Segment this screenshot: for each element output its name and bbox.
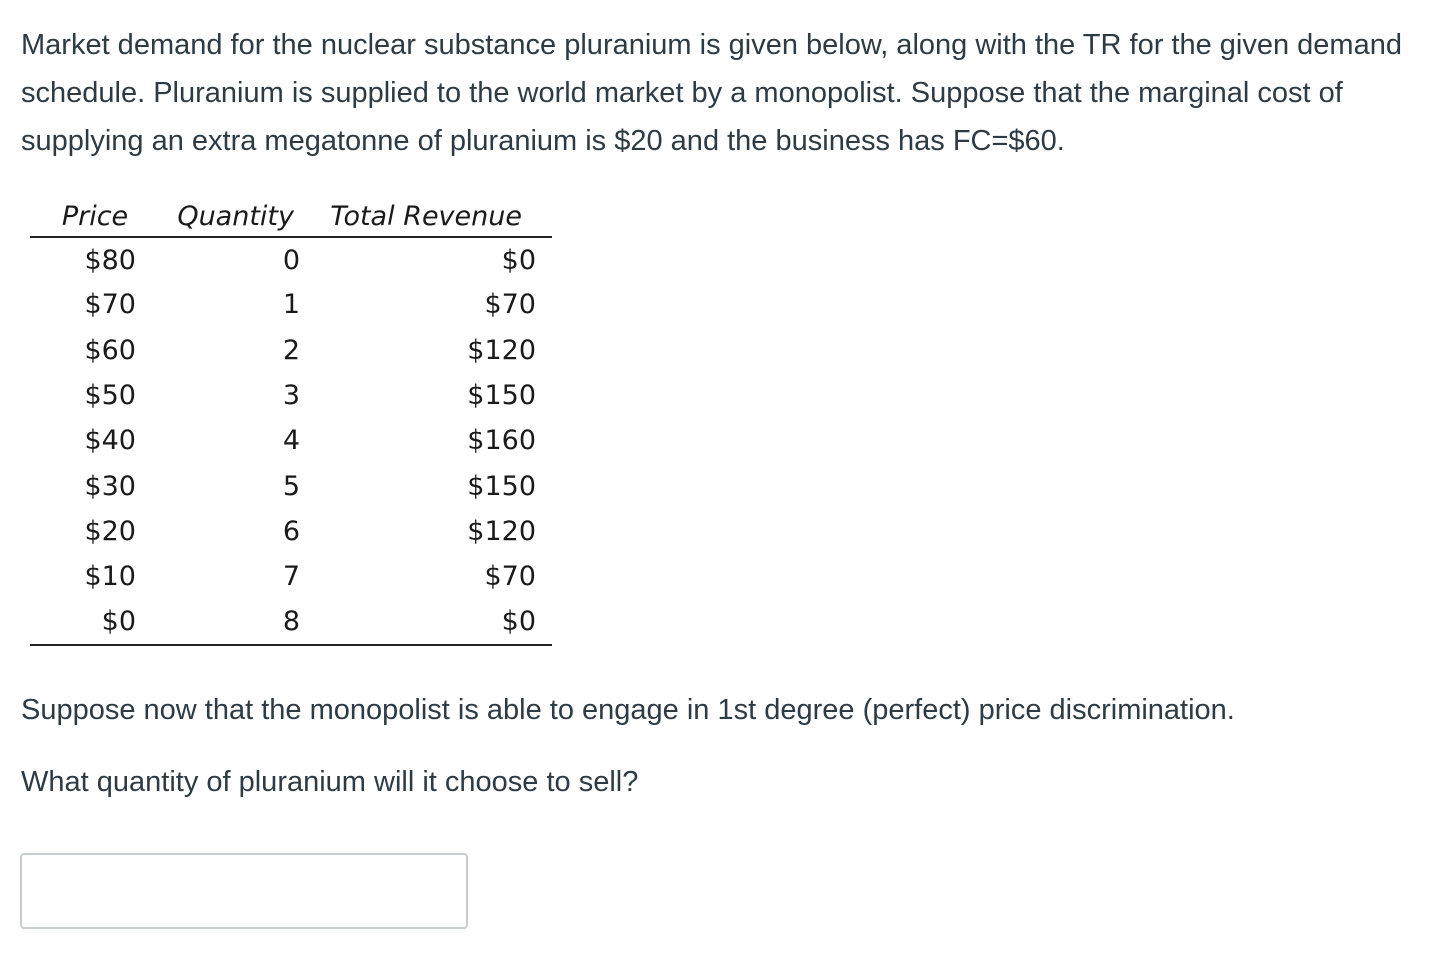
total-revenue-cell: $150 [467,470,536,502]
price-cell: $80 [84,244,136,276]
table-header-row [30,196,552,237]
table-row [30,599,552,644]
quantity-column-header: Quantity [150,196,300,237]
quantity-cell: 4 [282,425,300,457]
total-revenue-cell: $120 [467,334,536,366]
table-row [30,509,552,554]
total-revenue-cell: $0 [501,244,536,276]
quantity-cell: 0 [282,244,300,276]
table-row [30,237,552,282]
question-intro: Market demand for the nuclear substance pluranium is given below, along with the TR for the given demand schedule. Pluranium is supplied to the world market by a monopolist. Suppose that the marginal cost of supplying an extra megatonne of pluranium is $20 and the business has FC=$60. [21,29,1402,157]
price-cell: $20 [84,515,136,547]
price-cell: $0 [30,599,150,644]
total-revenue-cell: $0 [300,599,552,644]
price-cell: $50 [84,380,136,412]
question-followup: Suppose now that the monopolist is able to engage in 1st degree (perfect) price discrimination. [21,694,1235,726]
total-revenue-cell: $160 [467,425,536,457]
total-revenue-cell: $70 [484,561,536,593]
quantity-cell: 6 [282,515,300,547]
demand-schedule-table-wrapper [30,196,552,646]
table-row [30,554,552,599]
table-row [30,282,552,327]
price-cell: $10 [84,561,136,593]
price-cell: $60 [84,334,136,366]
table-row [30,418,552,463]
table-row [30,373,552,418]
demand-schedule-table [30,196,552,646]
quantity-cell: 2 [282,334,300,366]
quantity-cell: 8 [150,599,300,644]
question-prompt: What quantity of pluranium will it choose to sell? [21,766,639,798]
total-revenue-cell: $120 [467,515,536,547]
quantity-cell: 1 [282,289,300,321]
quantity-cell: 5 [282,470,300,502]
table-row [30,463,552,508]
price-column-header: Price [30,196,150,237]
total-revenue-column-header: Total Revenue [300,196,552,237]
total-revenue-cell: $70 [484,289,536,321]
table-row [30,328,552,373]
price-cell: $40 [84,425,136,457]
quantity-cell: 3 [282,380,300,412]
price-cell: $70 [84,289,136,321]
price-cell: $30 [84,470,136,502]
total-revenue-cell: $150 [467,380,536,412]
answer-input[interactable] [20,853,468,929]
quantity-cell: 7 [282,561,300,593]
